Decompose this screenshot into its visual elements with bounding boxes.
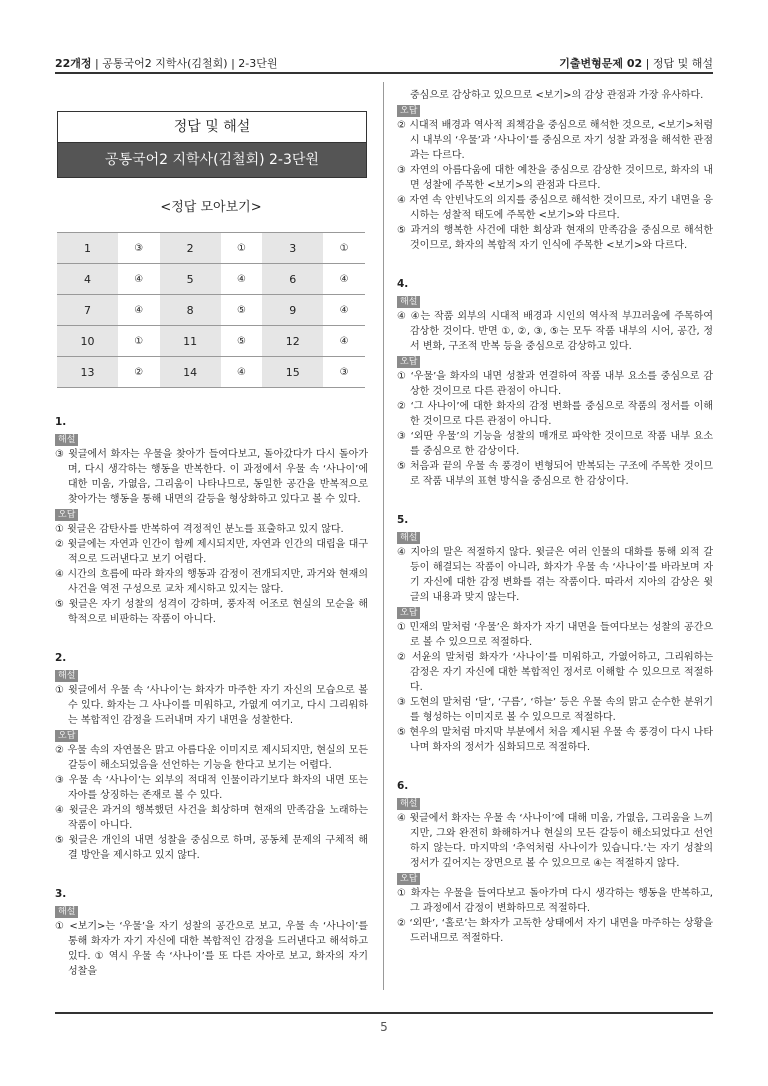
list-item: ① ‘우물’을 화자의 내면 성찰과 연결하여 작품 내부 요소를 중심으로 감상한 것이므로 다른 관점이 아니다. [397, 371, 713, 397]
explanation-text: ④ ④는 작품 외부의 시대적 배경과 시인의 역사적 부끄러움에 주목하여 감상한 것이다. 반면 ①, ②, ③, ⑤는 모두 작품 내부의 시어, 공간, 정서 변화, 구조적 반복 등을 중심으로 감상하고 있다. [397, 311, 713, 352]
list-item: ② 우물 속의 자연물은 맑고 아름다운 이미지로 제시되지만, 현실의 모든 갈등이 해소되었음을 선언하는 기능을 한다고 보기는 어렵다. [55, 745, 368, 771]
explanation-continued: 중심으로 감상하고 있으므로 <보기>의 감상 관점과 가장 유사하다. [410, 90, 704, 101]
question-number-cell: 11 [160, 326, 221, 357]
list-item: ② 시대적 배경과 역사적 죄책감을 중심으로 해석한 것으로, <보기>처럼 시 내부의 ‘우물’과 ‘사나이’를 중심으로 자기 성찰 과정을 해석한 관점과는 다르다. [397, 120, 713, 161]
question-number-cell: 15 [262, 357, 323, 388]
header-right [559, 55, 713, 71]
wrong-answer-tag: 오답 [55, 730, 78, 742]
header-left [55, 55, 278, 71]
list-item: ⑤ 윗글은 자기 성찰의 성격이 강하며, 풍자적 어조로 현실의 모순을 해학적으로 비판하는 작품이 아니다. [55, 599, 368, 625]
list-item: ③ 도현의 말처럼 ‘달’, ‘구름’, ‘하늘’ 등은 우물 속의 맑고 순수한 분위기를 형성하는 이미지로 볼 수 있으므로 적절하다. [397, 697, 713, 723]
explanation-tag: 해설 [397, 532, 420, 544]
list-item: ⑤ 과거의 행복한 사건에 대한 회상과 현재의 만족감을 중심으로 해석한 것이므로, 화자의 복합적 자기 인식에 주목한 <보기>와 다르다. [397, 225, 713, 251]
question-number-cell: 13 [57, 357, 118, 388]
answer-cell: ⑤ [221, 295, 263, 326]
right-column [397, 88, 713, 946]
question-number: 5. [397, 514, 409, 526]
title-box-title: 정답 및 해설 [173, 119, 251, 135]
question-number-cell: 2 [160, 233, 221, 264]
list-item: ④ 윗글은 과거의 행복했던 사건을 회상하며 현재의 만족감을 노래하는 작품이 아니다. [55, 805, 368, 831]
table-row [57, 326, 365, 357]
answer-cell: ④ [221, 357, 263, 388]
list-item: ① 윗글은 감탄사를 반복하여 격정적인 분노를 표출하고 있지 않다. [55, 524, 344, 535]
question-number: 6. [397, 780, 409, 792]
question-number-cell: 4 [57, 264, 118, 295]
wrong-answer-tag: 오답 [397, 356, 420, 368]
explanation-text: ① 윗글에서 우물 속 ‘사나이’는 화자가 마주한 자기 자신의 모습으로 볼 수 있다. 화자는 그 사나이를 미워하고, 가엾게 여기고, 다시 그리워하는 복합적인 감정을 드러내며 자기 내면을 성찰한다. [55, 685, 368, 726]
header-rule [55, 72, 713, 74]
page-number: 5 [380, 1020, 388, 1034]
list-item: ⑤ 현우의 말처럼 마지막 부분에서 처음 제시된 우물 속 풍경이 다시 나타나며 화자의 정서가 심화되므로 적절하다. [397, 727, 713, 753]
question-number-cell: 3 [262, 233, 323, 264]
answers-heading: <정답 모아보기> [160, 200, 262, 215]
answer-cell: ② [118, 357, 160, 388]
question-number-cell: 12 [262, 326, 323, 357]
question-number-cell: 14 [160, 357, 221, 388]
wrong-answer-list [55, 743, 368, 863]
list-item: ② 서윤의 말처럼 화자가 ‘사나이’를 미워하고, 가엾어하고, 그리워하는 감정은 자기 자신에 대한 복합적인 정서로 이해할 수 있으므로 적절하다. [397, 652, 713, 693]
table-row [57, 357, 365, 388]
page-header [55, 47, 713, 71]
explanation-text: ① <보기>는 ‘우물’을 자기 성찰의 공간으로 보고, 우물 속 ‘사나이’를 통해 화자가 자기 자신에 대한 복합적인 감정을 드러낸다고 해석하고 있다. ① 역시 우물 속 ‘사나이’를 또 다른 자아로 보고, 화자의 자기 성찰을 [55, 921, 368, 977]
table-row [57, 295, 365, 326]
explanation-tag: 해설 [397, 296, 420, 308]
answer-cell: ① [118, 326, 160, 357]
wrong-answer-tag: 오답 [397, 105, 420, 117]
list-item: ⑤ 윗글은 개인의 내면 성찰을 중심으로 하며, 공동체 문제의 구체적 해결 방안을 제시하고 있지 않다. [55, 835, 368, 861]
header-right-bold: 기출변형문제 02 [559, 57, 643, 70]
wrong-answer-tag: 오답 [397, 873, 420, 885]
header-left-rest: | 공통국어2 지학사(김철회) | 2-3단원 [91, 57, 278, 70]
explanation-tag: 해설 [397, 798, 420, 810]
wrong-answer-list [55, 522, 368, 627]
question-number-cell: 7 [57, 295, 118, 326]
answer-cell: ④ [118, 264, 160, 295]
list-item: ③ 우물 속 ‘사나이’는 외부의 적대적 인물이라기보다 화자의 내면 또는 자아를 상징하는 존재로 볼 수 있다. [55, 775, 368, 801]
answer-cell: ③ [323, 357, 365, 388]
left-column [55, 415, 368, 979]
answer-cell: ③ [118, 233, 160, 264]
question-number-cell: 6 [262, 264, 323, 295]
list-item: ② 윗글에는 자연과 인간이 함께 제시되지만, 자연과 인간의 대립을 대구적으로 드러낸다고 보기 어렵다. [55, 539, 368, 565]
answer-cell: ① [221, 233, 263, 264]
question-number-cell: 8 [160, 295, 221, 326]
answer-table [57, 232, 365, 388]
answer-cell: ④ [323, 295, 365, 326]
answer-cell: ④ [118, 295, 160, 326]
question-number-cell: 5 [160, 264, 221, 295]
question-number-cell: 9 [262, 295, 323, 326]
list-item: ③ ‘외딴 우물’의 기능을 성찰의 매개로 파악한 것이므로 작품 내부 요소를 중심으로 한 감상이다. [397, 431, 713, 457]
question-number-cell: 1 [57, 233, 118, 264]
column-divider [383, 82, 384, 990]
explanation-tag: 해설 [55, 670, 78, 682]
explanation-text: ④ 지아의 말은 적절하지 않다. 윗글은 여러 인물의 대화를 통해 외적 갈등이 해결되는 작품이 아니라, 화자가 우물 속 ‘사나이’를 바라보며 자기 자신에 대한 감정 변화를 겪는 작품이다. 따라서 지아의 감상은 윗글의 내용과 맞지 않는다. [397, 547, 713, 603]
title-box-subtitle: 공통국어2 지학사(김철회) 2-3단원 [58, 142, 366, 177]
list-item: ⑤ 처음과 끝의 우물 속 풍경이 변형되어 반복되는 구조에 주목한 것이므로 작품 내부의 표현 방식을 중심으로 한 감상이다. [397, 461, 713, 487]
wrong-answer-list [397, 118, 713, 253]
list-item: ① 화자는 우물을 들여다보고 돌아가며 다시 생각하는 행동을 반복하고, 그 과정에서 감정이 변화하므로 적절하다. [397, 888, 713, 914]
list-item: ② ‘외딴’, ‘홀로’는 화자가 고독한 상태에서 자기 내면을 마주하는 상황을 드러내므로 적절하다. [397, 918, 713, 944]
explanation-text: ③ 윗글에서 화자는 우물을 찾아가 들여다보고, 돌아갔다가 다시 돌아가며, 다시 생각하는 행동을 반복한다. 이 과정에서 우물 속 ‘사나이’에 대한 미움, 가엾음, 그리움이 나타나므로, 동일한 공간을 반복적으로 찾아가는 행동을 통해 내면의 갈등을 형상화하고 있다고 볼 수 있다. [55, 449, 368, 505]
explanation-tag: 해설 [55, 906, 78, 918]
header-right-rest: | 정답 및 해설 [642, 57, 713, 70]
wrong-answer-list [397, 620, 713, 755]
list-item: ③ 자연의 아름다움에 대한 예찬을 중심으로 감상한 것이므로, 화자의 내면 성찰에 주목한 <보기>의 관점과 다르다. [397, 165, 713, 191]
list-item: ④ 자연 속 안빈낙도의 의지를 중심으로 해석한 것이므로, 자기 내면을 응시하는 성찰적 태도에 주목한 <보기>와 다르다. [397, 195, 713, 221]
question-number: 2. [55, 652, 67, 664]
answer-cell: ④ [323, 264, 365, 295]
list-item: ① 민재의 말처럼 ‘우물’은 화자가 자기 내면을 들여다보는 성찰의 공간으로 볼 수 있으므로 적절하다. [397, 622, 713, 648]
answer-cell: ① [323, 233, 365, 264]
table-row [57, 264, 365, 295]
answer-cell: ④ [323, 326, 365, 357]
wrong-answer-tag: 오답 [397, 607, 420, 619]
footer-rule [55, 1012, 713, 1014]
table-row [57, 233, 365, 264]
question-number: 1. [55, 416, 67, 428]
list-item: ② ‘그 사나이’에 대한 화자의 감정 변화를 중심으로 작품의 정서를 이해한 것이므로 다른 관점이 아니다. [397, 401, 713, 427]
question-number: 4. [397, 278, 409, 290]
question-number: 3. [55, 888, 67, 900]
question-number-cell: 10 [57, 326, 118, 357]
answer-cell: ④ [221, 264, 263, 295]
wrong-answer-tag: 오답 [55, 509, 78, 521]
answer-cell: ⑤ [221, 326, 263, 357]
list-item: ④ 시간의 흐름에 따라 화자의 행동과 감정이 전개되지만, 과거와 현재의 사건을 역전 구성으로 교차 제시하고 있지는 않다. [55, 569, 368, 595]
wrong-answer-list [397, 369, 713, 489]
wrong-answer-list [397, 886, 713, 946]
explanation-text: ④ 윗글에서 화자는 우물 속 ‘사나이’에 대해 미움, 가엾음, 그리움을 느끼지만, 그와 완전히 화해하거나 현실의 모든 갈등이 해소되었다고 선언하지 않는다. 마지막의 ‘추억처럼 사나이가 있습니다.’는 자기 성찰의 정서가 깊어지는 장면으로 볼 수 있으므로 ④는 적절하지 않다. [397, 813, 713, 869]
title-box [57, 111, 367, 178]
explanation-tag: 해설 [55, 434, 78, 446]
header-left-bold: 22개정 [55, 57, 92, 70]
